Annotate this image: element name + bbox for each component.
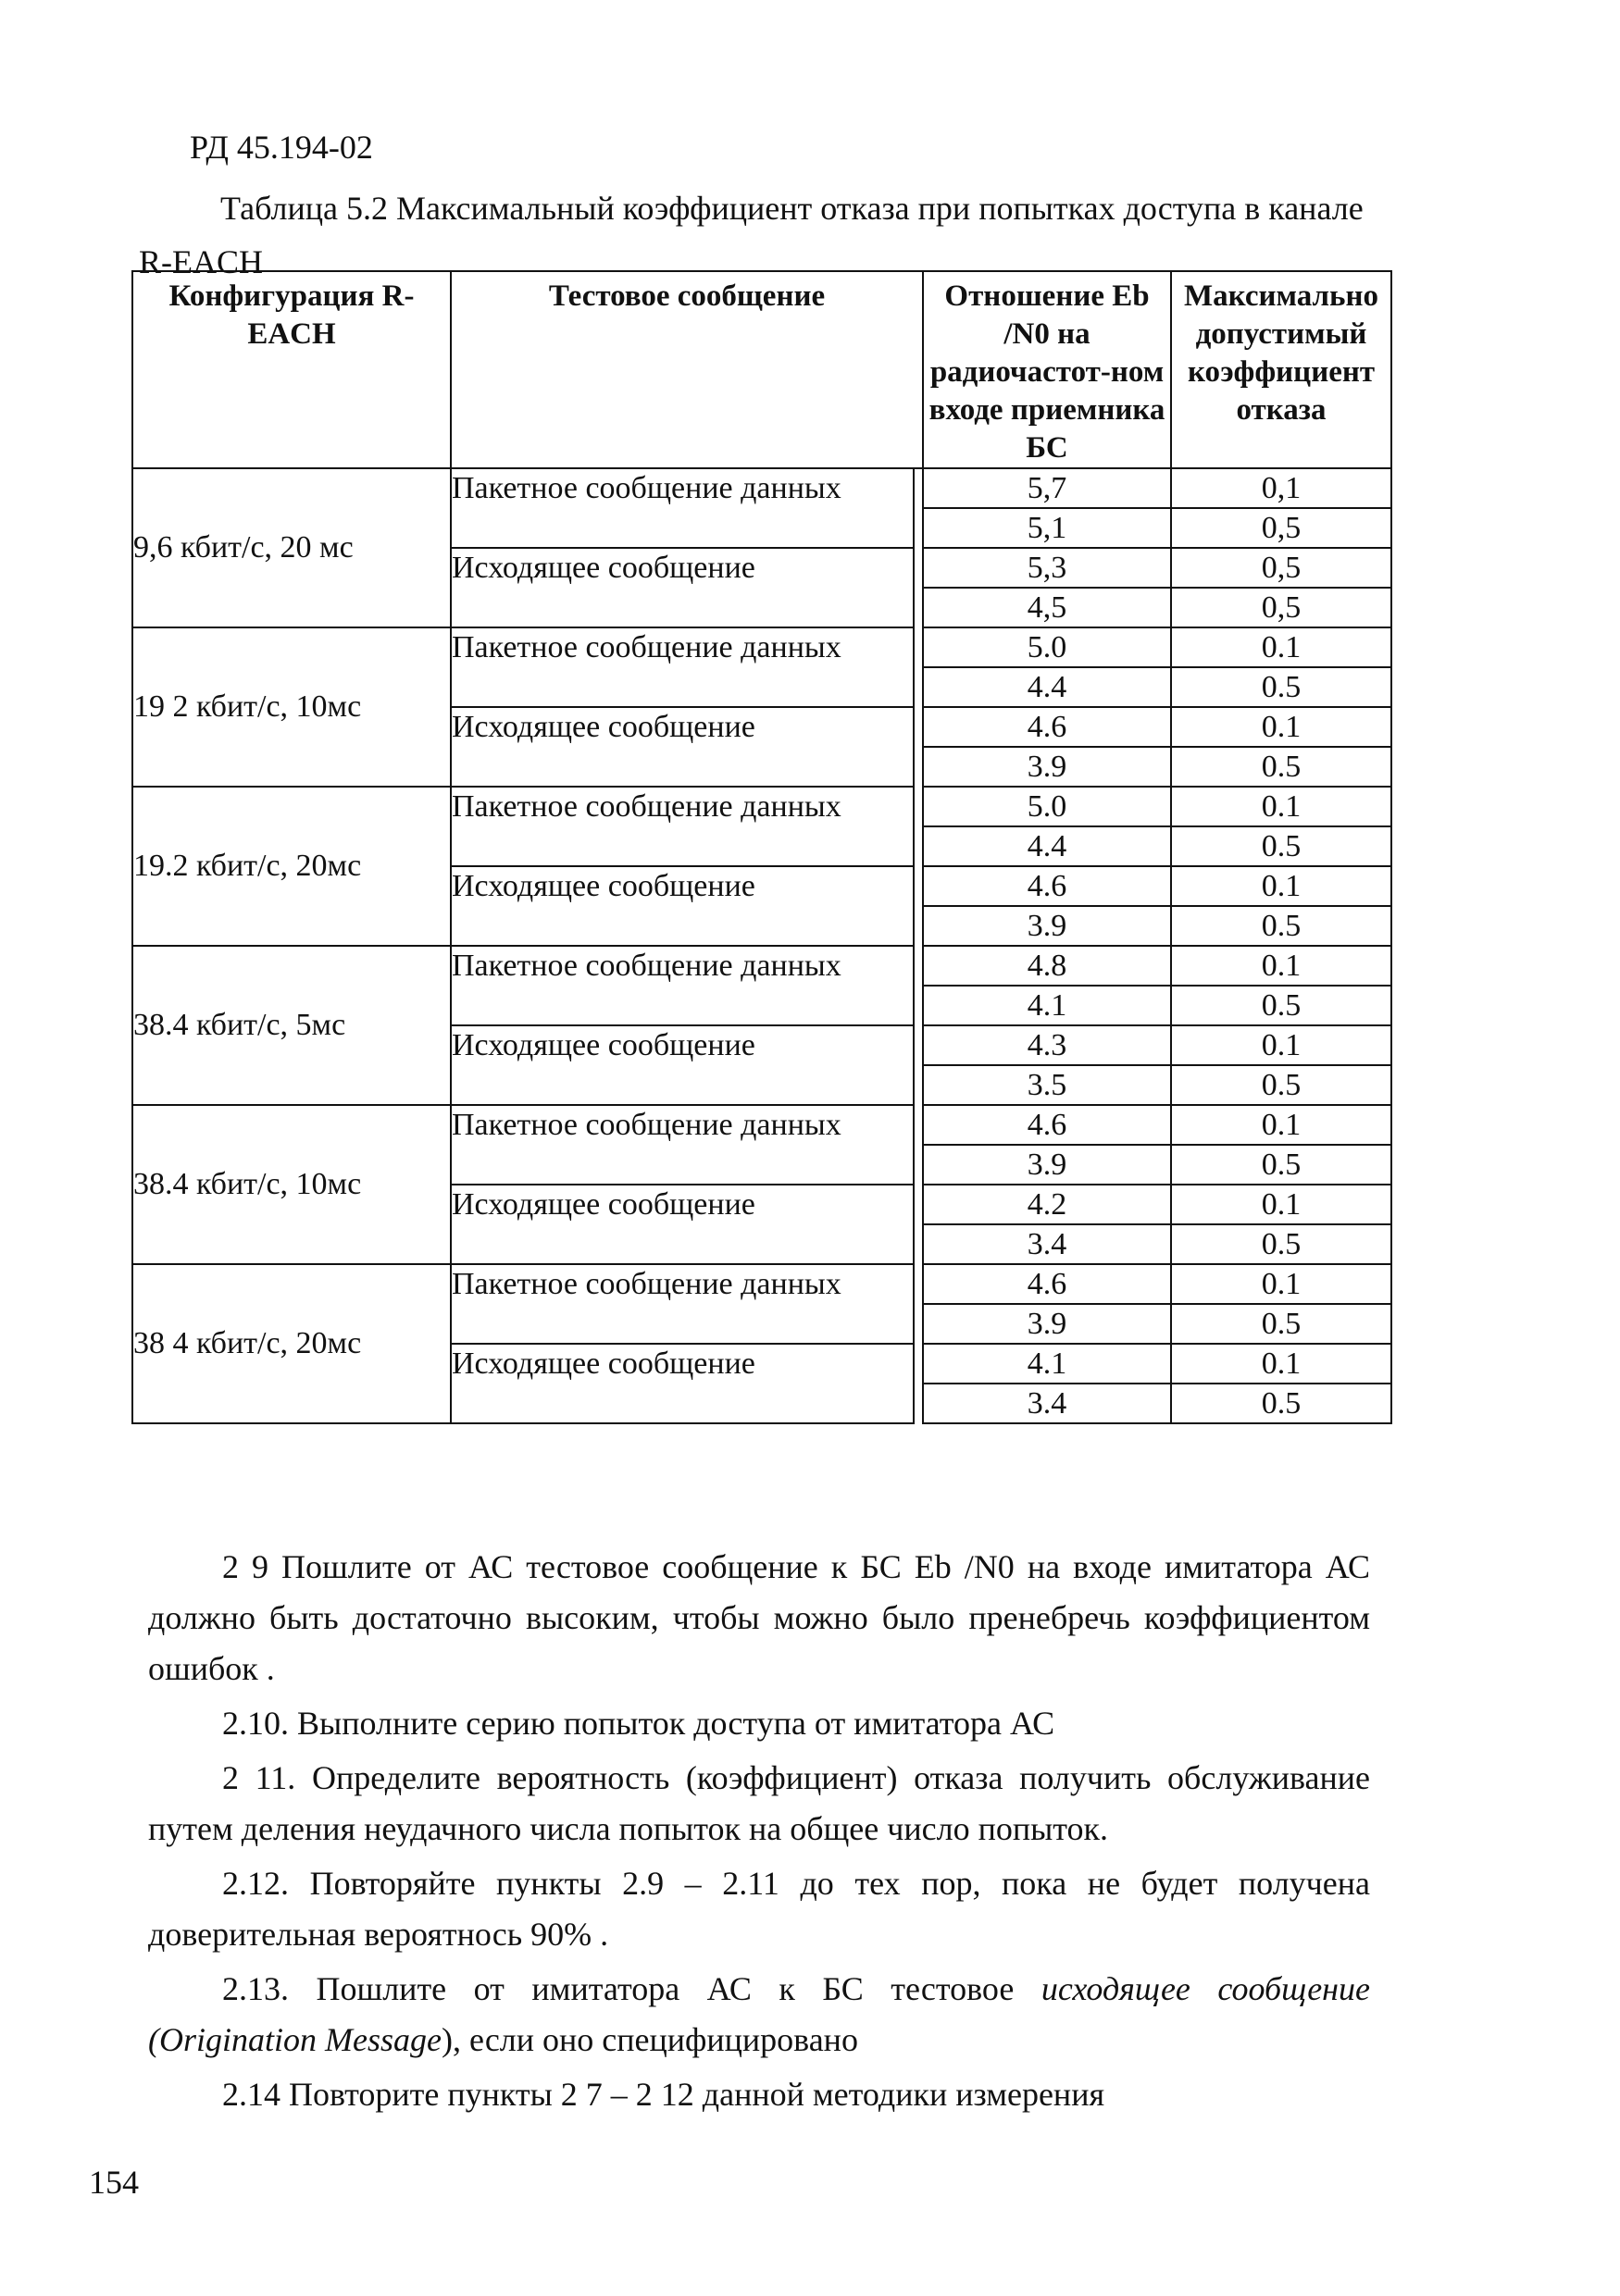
ratio-cell: 3.9 (923, 747, 1171, 787)
failure-rate-table (131, 270, 1392, 1424)
message-cell: Пакетное сообщение данных (451, 1264, 914, 1344)
ratio-cell: 3.9 (923, 1145, 1171, 1185)
ratio-cell: 4.1 (923, 1344, 1171, 1384)
max-rate-cell: 0,5 (1171, 548, 1391, 588)
header-message: Тестовое сообщение (451, 271, 923, 468)
max-rate-cell: 0.1 (1171, 1185, 1391, 1224)
column-gap (914, 548, 923, 627)
max-rate-cell: 0.1 (1171, 866, 1391, 906)
message-cell: Исходящее сообщение (451, 866, 914, 946)
ratio-cell: 4.4 (923, 667, 1171, 707)
max-rate-cell: 0.5 (1171, 986, 1391, 1025)
max-rate-cell: 0.5 (1171, 826, 1391, 866)
column-gap (914, 468, 923, 548)
ratio-cell: 4.6 (923, 866, 1171, 906)
max-rate-cell: 0.1 (1171, 787, 1391, 826)
max-rate-cell: 0.5 (1171, 1304, 1391, 1344)
ratio-cell: 3.4 (923, 1384, 1171, 1423)
paragraph-2-13-start: 2.13. Пошлите от имитатора АС к БС тестовое (222, 1970, 1041, 2007)
ratio-cell: 4,5 (923, 588, 1171, 627)
message-cell: Пакетное сообщение данных (451, 787, 914, 866)
message-cell: Исходящее сообщение (451, 548, 914, 627)
ratio-cell: 4.2 (923, 1185, 1171, 1224)
message-cell: Пакетное сообщение данных (451, 468, 914, 548)
paragraph-2-11: 2 11. Определите вероятность (коэффициент) отказа получить обслуживание путем деления неудачного числа попыток на общее число попыток. (148, 1759, 1370, 1847)
column-gap (914, 627, 923, 707)
max-rate-cell: 0.1 (1171, 627, 1391, 667)
message-cell: Исходящее сообщение (451, 707, 914, 787)
ratio-cell: 3.9 (923, 906, 1171, 946)
table-row (132, 627, 1391, 667)
ratio-cell: 5.0 (923, 787, 1171, 826)
max-rate-cell: 0.1 (1171, 1344, 1391, 1384)
table-header-row (132, 271, 1391, 468)
table-row (132, 946, 1391, 986)
column-gap (914, 707, 923, 787)
paragraph-2-10: 2.10. Выполните серию попыток доступа от имитатора АС (222, 1705, 1055, 1742)
message-cell: Пакетное сообщение данных (451, 1105, 914, 1185)
max-rate-cell: 0.5 (1171, 906, 1391, 946)
ratio-cell: 3.4 (923, 1224, 1171, 1264)
ratio-cell: 4.8 (923, 946, 1171, 986)
config-cell: 19.2 кбит/с, 20мс (132, 787, 451, 946)
paragraph-2-13-end: ), если оно специфицировано (441, 2021, 858, 2058)
column-gap (914, 1025, 923, 1105)
paragraph-2-14: 2.14 Повторите пункты 2 7 – 2 12 данной методики измерения (222, 2076, 1105, 2113)
max-rate-cell: 0.1 (1171, 1025, 1391, 1065)
column-gap (914, 1344, 923, 1423)
message-cell: Исходящее сообщение (451, 1185, 914, 1264)
message-cell: Пакетное сообщение данных (451, 946, 914, 1025)
ratio-cell: 5.0 (923, 627, 1171, 667)
config-cell: 38.4 кбит/с, 10мс (132, 1105, 451, 1264)
table-body (132, 468, 1391, 1423)
max-rate-cell: 0.1 (1171, 707, 1391, 747)
max-rate-cell: 0.5 (1171, 747, 1391, 787)
max-rate-cell: 0.1 (1171, 946, 1391, 986)
max-rate-cell: 0.5 (1171, 667, 1391, 707)
ratio-cell: 4.6 (923, 707, 1171, 747)
column-gap (914, 1105, 923, 1185)
config-cell: 38 4 кбит/с, 20мс (132, 1264, 451, 1423)
message-cell: Пакетное сообщение данных (451, 627, 914, 707)
ratio-cell: 4.4 (923, 826, 1171, 866)
max-rate-cell: 0.1 (1171, 1264, 1391, 1304)
paragraph-2-13 (148, 1964, 1370, 2066)
ratio-cell: 4.6 (923, 1264, 1171, 1304)
paragraph-2-13-italic: исходящее сообщение (Origination Message (148, 1970, 1371, 2058)
paragraph-2-12: 2.12. Повторяйте пункты 2.9 – 2.11 до тех пор, пока не будет получена доверительная вероятнось 90% . (148, 1865, 1370, 1953)
max-rate-cell: 0.1 (1171, 1105, 1391, 1145)
header-max-rate: Максимально допустимый коэффициент отказа (1171, 271, 1391, 468)
config-cell: 9,6 кбит/с, 20 мс (132, 468, 451, 627)
document-id: РД 45.194-02 (190, 129, 373, 166)
header-ratio: Отношение Eb /N0 на радиочастот-ном входе приемника БС (923, 271, 1171, 468)
table-row (132, 787, 1391, 826)
table-row (132, 1264, 1391, 1304)
paragraph-2-9: 2 9 Пошлите от АС тестовое сообщение к БС Eb /N0 на входе имитатора АС должно быть достаточно высоким, чтобы можно было пренебречь коэффициентом ошибок . (148, 1548, 1370, 1687)
column-gap (914, 1185, 923, 1264)
table-row (132, 1105, 1391, 1145)
ratio-cell: 5,1 (923, 508, 1171, 548)
column-gap (914, 946, 923, 1025)
ratio-cell: 3.5 (923, 1065, 1171, 1105)
ratio-cell: 5,7 (923, 468, 1171, 508)
ratio-cell: 4.6 (923, 1105, 1171, 1145)
max-rate-cell: 0,1 (1171, 468, 1391, 508)
max-rate-cell: 0.5 (1171, 1224, 1391, 1264)
message-cell: Исходящее сообщение (451, 1344, 914, 1423)
ratio-cell: 3.9 (923, 1304, 1171, 1344)
config-cell: 38.4 кбит/с, 5мс (132, 946, 451, 1105)
header-config: Конфигурация R-EACH (132, 271, 451, 468)
page-number: 154 (89, 2164, 139, 2201)
procedure-text (148, 1538, 1370, 2120)
max-rate-cell: 0.5 (1171, 1065, 1391, 1105)
max-rate-cell: 0,5 (1171, 588, 1391, 627)
max-rate-cell: 0.5 (1171, 1145, 1391, 1185)
table-row (132, 468, 1391, 508)
ratio-cell: 5,3 (923, 548, 1171, 588)
ratio-cell: 4.3 (923, 1025, 1171, 1065)
table-caption-text: Таблица 5.2 Максимальный коэффициент отказа при попытках доступа в канале R-EACH (139, 190, 1364, 280)
column-gap (914, 787, 923, 866)
column-gap (914, 866, 923, 946)
max-rate-cell: 0,5 (1171, 508, 1391, 548)
message-cell: Исходящее сообщение (451, 1025, 914, 1105)
ratio-cell: 4.1 (923, 986, 1171, 1025)
column-gap (914, 1264, 923, 1344)
max-rate-cell: 0.5 (1171, 1384, 1391, 1423)
config-cell: 19 2 кбит/с, 10мс (132, 627, 451, 787)
